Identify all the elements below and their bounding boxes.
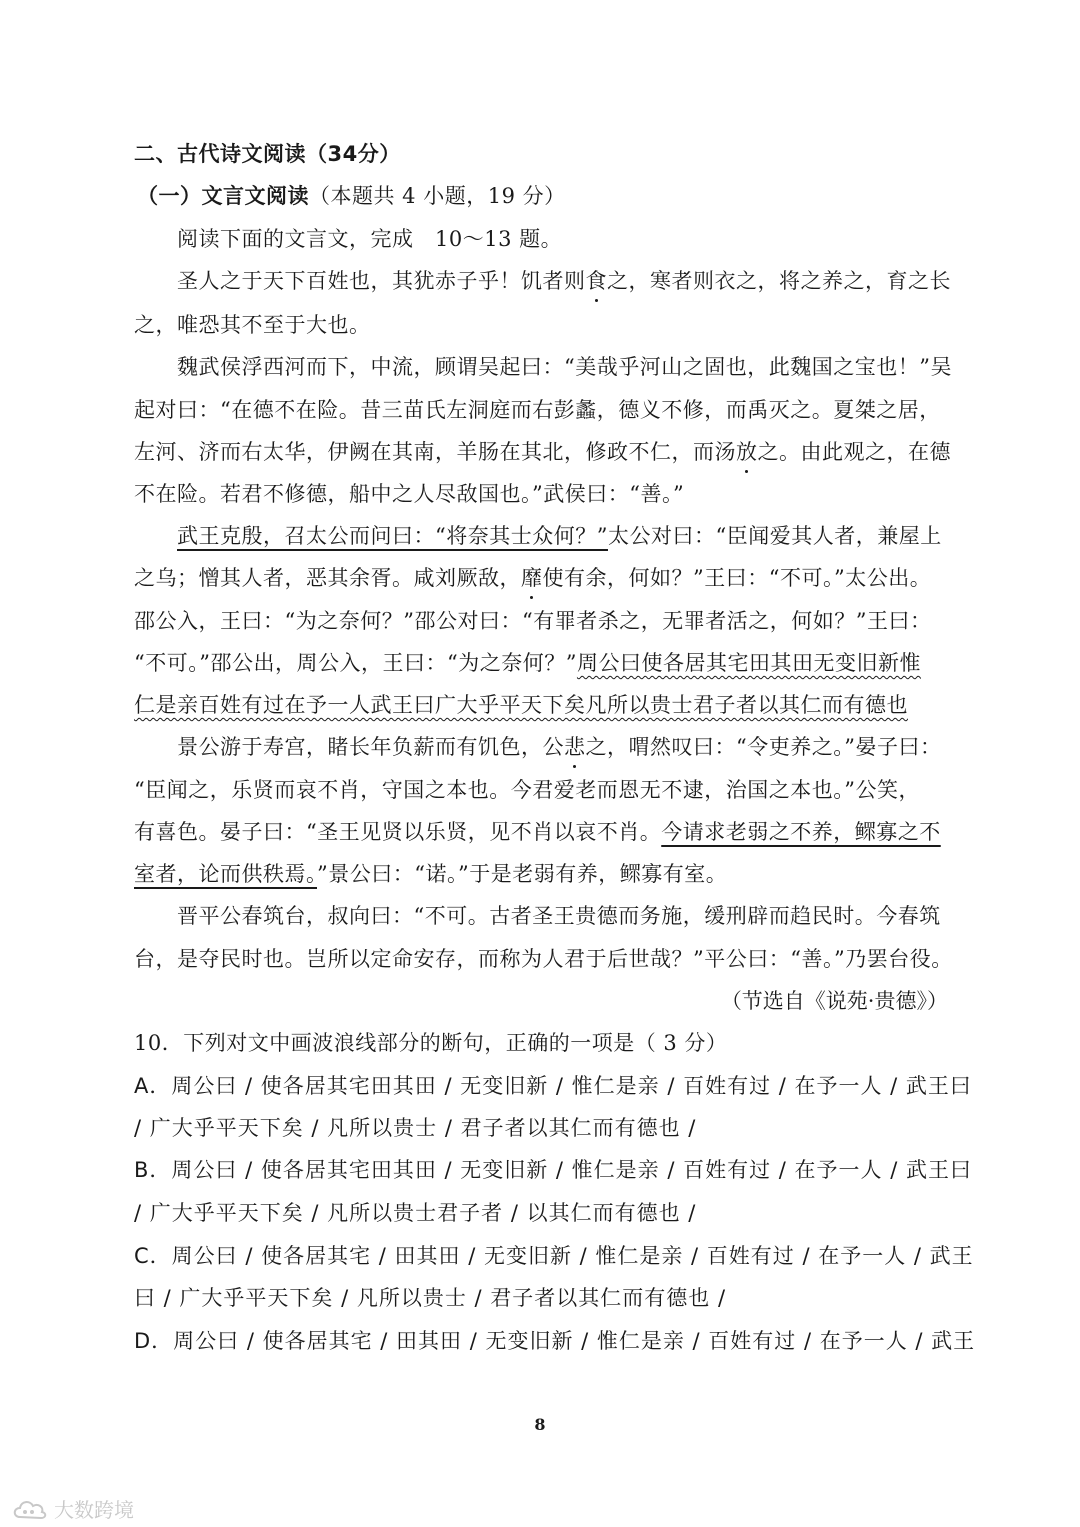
question10-stem: 10．下列对文中画波浪线部分的断句，正确的一项是（ 3 分）: [134, 1031, 728, 1055]
passage-p3-line2: [134, 563, 931, 593]
option-b-line2: / 广大乎平天下矣 / 凡所以贵士君子者 / 以其仁而有德也 /: [134, 1201, 697, 1225]
option-c-line2: 曰 / 广大乎平天下矣 / 凡所以贵士 / 君子者以其仁而有德也 /: [134, 1286, 727, 1310]
wavy-underlined-text: 周公曰使各居其宅田其田无变旧新惟: [576, 651, 921, 675]
underlined-sentence: 今请求老弱之不养，鳏寡之不: [661, 820, 941, 844]
instruction: 阅读下面的文言文，完成 10～13 题。: [177, 227, 563, 251]
subsection-heading: [137, 181, 566, 211]
text-segment: 之，寒者则衣之，将之养之，育之长: [607, 269, 951, 293]
text-segment: 景公游于寿宫，睹长年负薪而有饥色，公: [177, 735, 564, 759]
option-a-line1: A．周公曰 / 使各居其宅田其田 / 无变旧新 / 惟仁是亲 / 百姓有过 / 在予一人 / 武王曰: [134, 1074, 972, 1098]
text-segment: 之。由此观之，在德: [757, 440, 951, 464]
subsection-label: （一）文言文阅读: [137, 184, 309, 208]
option-b-line1: B．周公曰 / 使各居其宅田其田 / 无变旧新 / 惟仁是亲 / 百姓有过 / 在予一人 / 武王曰: [134, 1158, 972, 1182]
passage-p3-line4: [134, 648, 921, 678]
passage-p2-line1: 魏武侯浮西河而下，中流，顾谓吴起曰：“美哉乎河山之固也，此魏国之宝也！”吴: [177, 355, 952, 379]
option-d-line1: D．周公曰 / 使各居其宅 / 田其田 / 无变旧新 / 惟仁是亲 / 百姓有过 / 在予一人 / 武王: [134, 1329, 976, 1353]
text-segment: 圣人之于天下百姓也，其犹赤子乎！饥者则: [177, 269, 586, 293]
underlined-sentence: 室者，论而供秩焉。: [134, 862, 317, 886]
passage-p1-line1: [177, 266, 951, 296]
option-c-line1: C．周公曰 / 使各居其宅 / 田其田 / 无变旧新 / 惟仁是亲 / 百姓有过 / 在予一人 / 武王: [134, 1244, 974, 1268]
passage-p5-line2: 台，是夺民时也。岂所以定命安存，而称为人君于后世哉？”平公曰：“善。”乃罢台役。: [134, 947, 953, 971]
option-a-line2: / 广大乎平天下矣 / 凡所以贵士 / 君子者以其仁而有德也 /: [134, 1116, 697, 1140]
passage-p4-line4: [134, 859, 727, 889]
text-segment: 之，喟然叹曰：“令吏养之。”晏子曰：: [585, 735, 942, 759]
passage-p2-line4: 不在险。若君不修德，船中之人尽敌国也。”武侯曰：“善。”: [134, 482, 685, 506]
passage-p3-line1: [177, 521, 942, 551]
passage-p4-line1: [177, 732, 941, 762]
dotted-char: 放: [736, 437, 758, 467]
text-segment: 使有余，何如？”王曰：“不可。”太公出。: [542, 566, 932, 590]
passage-p4-line3: [134, 817, 941, 847]
wavy-underlined-text: 仁是亲百姓有过在予一人武王曰广大乎平天下矣凡所以贵士君子者以其仁而有德也: [134, 693, 908, 717]
text-segment: ”景公曰：“诺。”于是老弱有养，鳏寡有室。: [317, 862, 728, 886]
text-segment: 之乌；憎其人者，恶其余胥。咸刘厥敌，: [134, 566, 521, 590]
dotted-char: 悲: [564, 732, 586, 762]
passage-p4-line2: “臣闻之，乐贤而哀不肖，守国之本也。今君爱老而恩无不逮，治国之本也。”公笑，: [134, 778, 920, 802]
subsection-note: （本题共 4 小题，19 分）: [309, 184, 566, 208]
text-segment: 太公对曰：“臣闻爱其人者，兼屋上: [607, 524, 942, 548]
passage-source: （节选自《说苑·贵德》）: [720, 989, 948, 1013]
passage-p2-line2: 起对曰：“在德不在险。昔三苗氏左洞庭而右彭蠡，德义不修，而禹灭之。夏桀之居，: [134, 398, 941, 422]
text-segment: 有喜色。晏子曰：“圣王见贤以乐贤，见不肖以哀不肖。: [134, 820, 662, 844]
underlined-sentence: 武王克殷，召太公而问曰：“将奈其士众何？”: [177, 524, 608, 548]
passage-p1-line2: 之，唯恐其不至于大也。: [134, 313, 371, 337]
page-number: 8: [534, 1415, 546, 1434]
passage-p3-line3: 邵公入，王曰：“为之奈何？”邵公对曰：“有罪者杀之，无罪者活之，何如？”王曰：: [134, 609, 932, 633]
cloud-logo-icon: [10, 1497, 50, 1521]
watermark: [10, 1494, 134, 1523]
dotted-char: 食: [586, 266, 608, 296]
dotted-char: 靡: [521, 563, 543, 593]
passage-p5-line1: 晋平公春筑台，叔向曰：“不可。古者圣王贵德而务施，缓刑辟而趋民时。今春筑: [177, 904, 941, 928]
watermark-text: 大数跨境: [54, 1498, 134, 1522]
passage-p3-line5: [134, 690, 908, 720]
text-segment: 左河、济而右太华，伊阙在其南，羊肠在其北，修政不仁，而汤: [134, 440, 736, 464]
section-title: 二、古代诗文阅读（34分）: [134, 142, 401, 166]
text-segment: “不可。”邵公出，周公入，王曰：“为之奈何？”: [134, 651, 577, 675]
passage-p2-line3: [134, 437, 951, 467]
